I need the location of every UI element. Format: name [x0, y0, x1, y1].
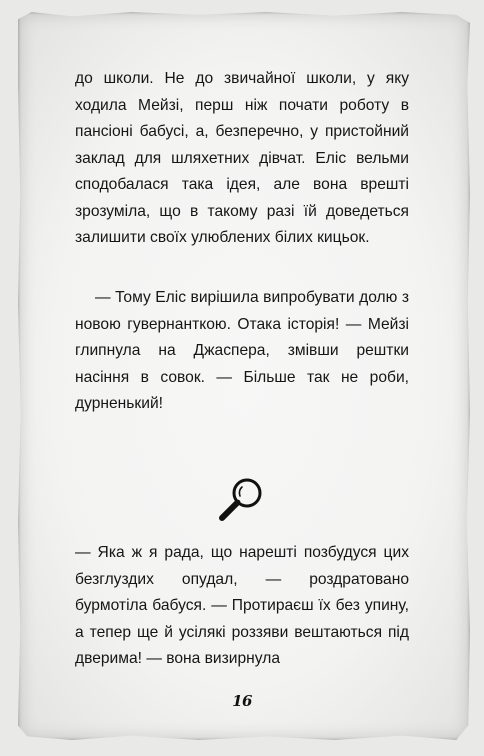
- paragraph-3: — Яка ж я рада, що нарешті позбудуся цих безглуздих опудал, — роздратовано бурмотіла бабуся. — Протираєш їх без упину, а тепер ще й усілякі роззяви вештаються під дверима! — вона визирнула: [75, 544, 409, 667]
- text-block-1: [75, 66, 409, 252]
- page-number: 16: [232, 692, 252, 710]
- paragraph-2: — Тому Еліс вирішила випробувати долю з новою гувернанткою. Отака історія! — Мейзі глипнула на Джаспера, змівши рештки насіння в совок. — Більше так не роби, дурненький!: [75, 289, 409, 412]
- text-block-2: [75, 285, 409, 418]
- paragraph-1: до школи. Не до звичайної школи, у яку ходила Мейзі, перш ніж почати роботу в пансіоні бабусі, а, безперечно, у пристойний заклад для шляхетних дівчат. Еліс вельми сподобалася така ідея, але вона врешті зрозуміла, що в такому разі їй доведеться залишити своїх улюблених білих кицьок.: [75, 70, 409, 246]
- magnifying-glass-icon: [216, 474, 268, 524]
- text-block-3: [75, 540, 409, 673]
